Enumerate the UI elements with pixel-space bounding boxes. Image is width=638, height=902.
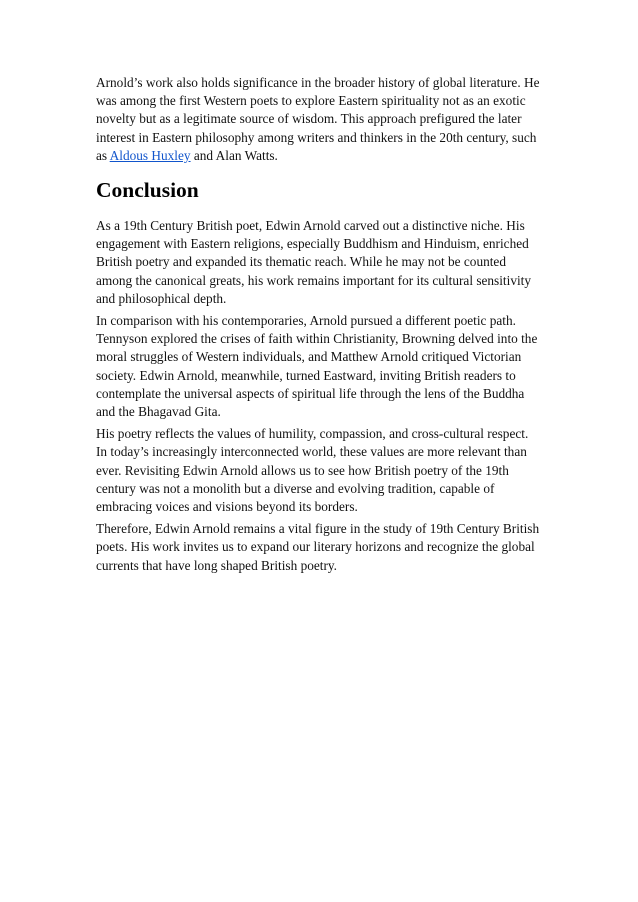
- intro-paragraph: [96, 74, 540, 165]
- aldous-huxley-link[interactable]: Aldous Huxley: [109, 147, 191, 163]
- conclusion-paragraph-1: As a 19th Century British poet, Edwin Arnold carved out a distinctive niche. His engagement with Eastern religions, especially Buddhism and Hinduism, enriched British poetry and expanded its thematic reach. While he may not be counted among the canonical greats, his work remains important for its cultural sensitivity and philosophical depth.: [96, 218, 531, 306]
- intro-text-after-link: and Alan Watts.: [190, 147, 278, 163]
- conclusion-paragraph-2: In comparison with his contemporaries, Arnold pursued a different poetic path. Tennyson explored the crises of faith within Christianity, Browning delved into the moral struggles of Western individuals, and Matthew Arnold critiqued Victorian society. Edwin Arnold, meanwhile, turned Eastward, inviting British readers to contemplate the universal aspects of spiritual life through the lens of the Buddha and the Bhagavad Gita.: [96, 313, 538, 420]
- document-page: [96, 74, 540, 579]
- intro-text-before-link: Arnold’s work also holds significance in the broader history of global literature. He was among the first Western poets to explore Eastern spirituality not as an exotic novelty but as a legitimate source of wisdom. This approach prefigured the later interest in Eastern philosophy among writers and thinkers in the 20th century, such as: [96, 75, 540, 163]
- conclusion-paragraph-3: His poetry reflects the values of humility, compassion, and cross-cultural respect. In today’s increasingly interconnected world, these values are more relevant than ever. Revisiting Edwin Arnold allows us to see how British poetry of the 19th century was not a monolith but a diverse and evolving tradition, capable of embracing voices and visions beyond its borders.: [96, 426, 529, 515]
- conclusion-heading: Conclusion: [96, 178, 199, 203]
- conclusion-paragraph-4: Therefore, Edwin Arnold remains a vital figure in the study of 19th Century British poets. His work invites us to expand our literary horizons and recognize the global currents that have long shaped British poetry.: [96, 521, 540, 573]
